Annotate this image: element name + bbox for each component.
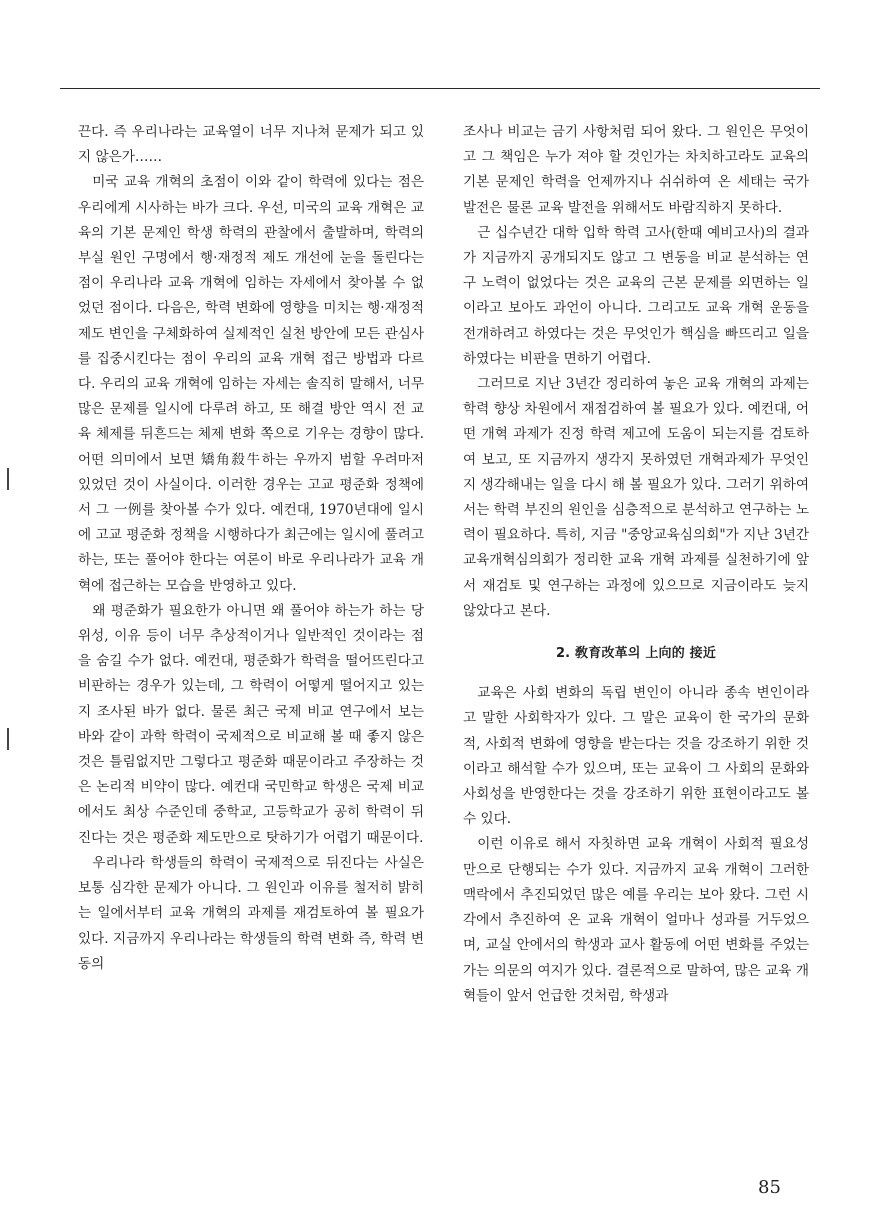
- paragraph: 우리나라 학생들의 학력이 국제적으로 뒤진다는 사실은 보통 심각한 문제가 아니다. 그 원인과 이유를 철저히 밝히는 일에서부터 교육 개혁의 과제를 재검토하여 볼 필요가 있다. 지금까지 우리나라는 학생들의 학력 변화 즉, 학력 변동의: [78, 854, 424, 972]
- paragraph: 교육은 사회 변화의 독립 변인이 아니라 종속 변인이라고 말한 사회학자가 있다. 그 말은 교육이 한 국가의 문화적, 사회적 변화에 영향을 받는다는 것을 강조하기 위한 것이라고 해석할 수가 있으며, 또는 교육이 그 사회의 문화와 사회성을 반영한다는 것을 강조하기 위한 표현이라고도 볼 수 있다.: [463, 685, 809, 828]
- paragraph: 왜 평준화가 필요한가 아니면 왜 풀어야 하는가 하는 당위성, 이유 등이 너무 추상적이거나 일반적인 것이라는 점을 숨길 수가 없다. 예컨대, 평준화가 학력을 떨어뜨린다고 비판하는 경우가 있는데, 그 학력이 어떻게 떨어지고 있는지 조사된 바가 없다. 물론 최근 국제 비교 연구에서 보는 바와 같이 과학 학력이 국제적으로 비교해 볼 때 좋지 않은 것은 틀림없지만 그렇다고 평준화 때문이라고 주장하는 것은 논리적 비약이 많다. 예컨대 국민학교 학생은 국제 비교에서도 최상 수준인데 중학교, 고등학교가 공히 학력이 뒤진다는 것은 평준화 제도만으로 탓하기가 어렵기 때문이다.: [78, 602, 424, 846]
- paragraph: 그러므로 지난 3년간 정리하여 놓은 교육 개혁의 과제는 학력 향상 차원에서 재점검하여 볼 필요가 있다. 예컨대, 어떤 개혁 과제가 진정 학력 제고에 도움이 되는지를 검토하여 보고, 또 지금까지 생각지 못하였던 개혁과제가 무엇인지 생각해내는 일을 다시 해 볼 필요가 있다. 그러기 위하여서는 학력 부진의 원인을 심층적으로 분석하고 연구하는 노력이 필요하다. 특히, 지금 "중앙교육심의회"가 지난 3년간 교육개혁심의회가 정리한 교육 개혁 과제를 실천하기에 앞서 재검토 및 연구하는 과정에 있으므로 지금이라도 늦지 않았다고 본다.: [463, 376, 809, 619]
- section-heading: 2. 敎育改革의 上向的 接近: [555, 646, 717, 662]
- left-column: [78, 120, 424, 977]
- paragraph: 이런 이유로 해서 자칫하면 교육 개혁이 사회적 필요성만으로 단행되는 수가 있다. 지금까지 교육 개혁이 그러한 맥락에서 추진되었던 많은 예를 우리는 보아 왔다. 그런 시각에서 추진하여 온 교육 개혁이 얼마나 성과를 거두었으며, 교실 안에서의 학생과 교사 활동에 어떤 변화를 주었는가는 의문의 여지가 있다. 결론적으로 말하여, 많은 교육 개혁들이 앞서 언급한 것처럼, 학생과: [463, 836, 809, 1004]
- page-number: 85: [758, 1177, 781, 1198]
- margin-mark: [7, 728, 9, 750]
- paragraph: 근 십수년간 대학 입학 학력 고사(한때 예비고사)의 결과가 지금까지 공개되지도 않고 그 변동을 비교 분석하는 연구 노력이 없었다는 것은 교육의 근본 문제를 외면하는 일이라고 보아도 과언이 아니다. 그리고도 교육 개혁 운동을 전개하려고 하였다는 것은 무엇인가 핵심을 빠뜨리고 일을 하였다는 비판을 면하기 어렵다.: [463, 224, 809, 367]
- paragraph: 끈다. 즉 우리나라는 교육열이 너무 지나쳐 문제가 되고 있지 않은가……: [78, 124, 424, 166]
- paragraph: 미국 교육 개혁의 초점이 이와 같이 학력에 있다는 점은 우리에게 시사하는 바가 크다. 우선, 미국의 교육 개혁은 교육의 기본 문제인 학생 학력의 관찰에서 출발하며, 학력의 부실 원인 구명에서 행·재정적 제도 개선에 눈을 돌린다는 점이 우리나라 교육 개혁에 임하는 자세에서 찾아볼 수 없었던 점이다. 다음은, 학력 변화에 영향을 미치는 행·재정적 제도 변인을 구체화하여 실제적인 실천 방안에 모든 관심사를 집중시킨다는 점이 우리의 교육 개혁 접근 방법과 다르다. 우리의 교육 개혁에 임하는 자세는 솔직히 말해서, 너무 많은 문제를 일시에 다루려 하고, 또 해결 방안 역시 전 교육 체제를 뒤흔드는 체제 변화 쪽으로 기우는 경향이 많다. 어떤 의미에서 보면 矯角殺牛하는 우까지 범할 우려마저 있었던 것이 사실이다. 이러한 경우는 고교 평준화 정책에서 그 一例를 찾아볼 수가 있다. 예컨대, 1970년대에 일시에 고교 평준화 정책을 시행하다가 최근에는 일시에 풀려고 하는, 또는 풀어야 한다는 여론이 바로 우리나라가 교육 개혁에 접근하는 모습을 반영하고 있다.: [78, 174, 424, 594]
- header-rule: [60, 88, 820, 89]
- right-column: [463, 120, 809, 1009]
- margin-mark: [7, 468, 9, 490]
- paragraph: 조사나 비교는 금기 사항처럼 되어 왔다. 그 원인은 무엇이고 그 책임은 누가 져야 할 것인가는 차치하고라도 교육의 기본 문제인 학력을 언제까지나 쉬쉬하여 온 세태는 국가 발전은 물론 교육 발전을 위해서도 바람직하지 못하다.: [463, 124, 809, 216]
